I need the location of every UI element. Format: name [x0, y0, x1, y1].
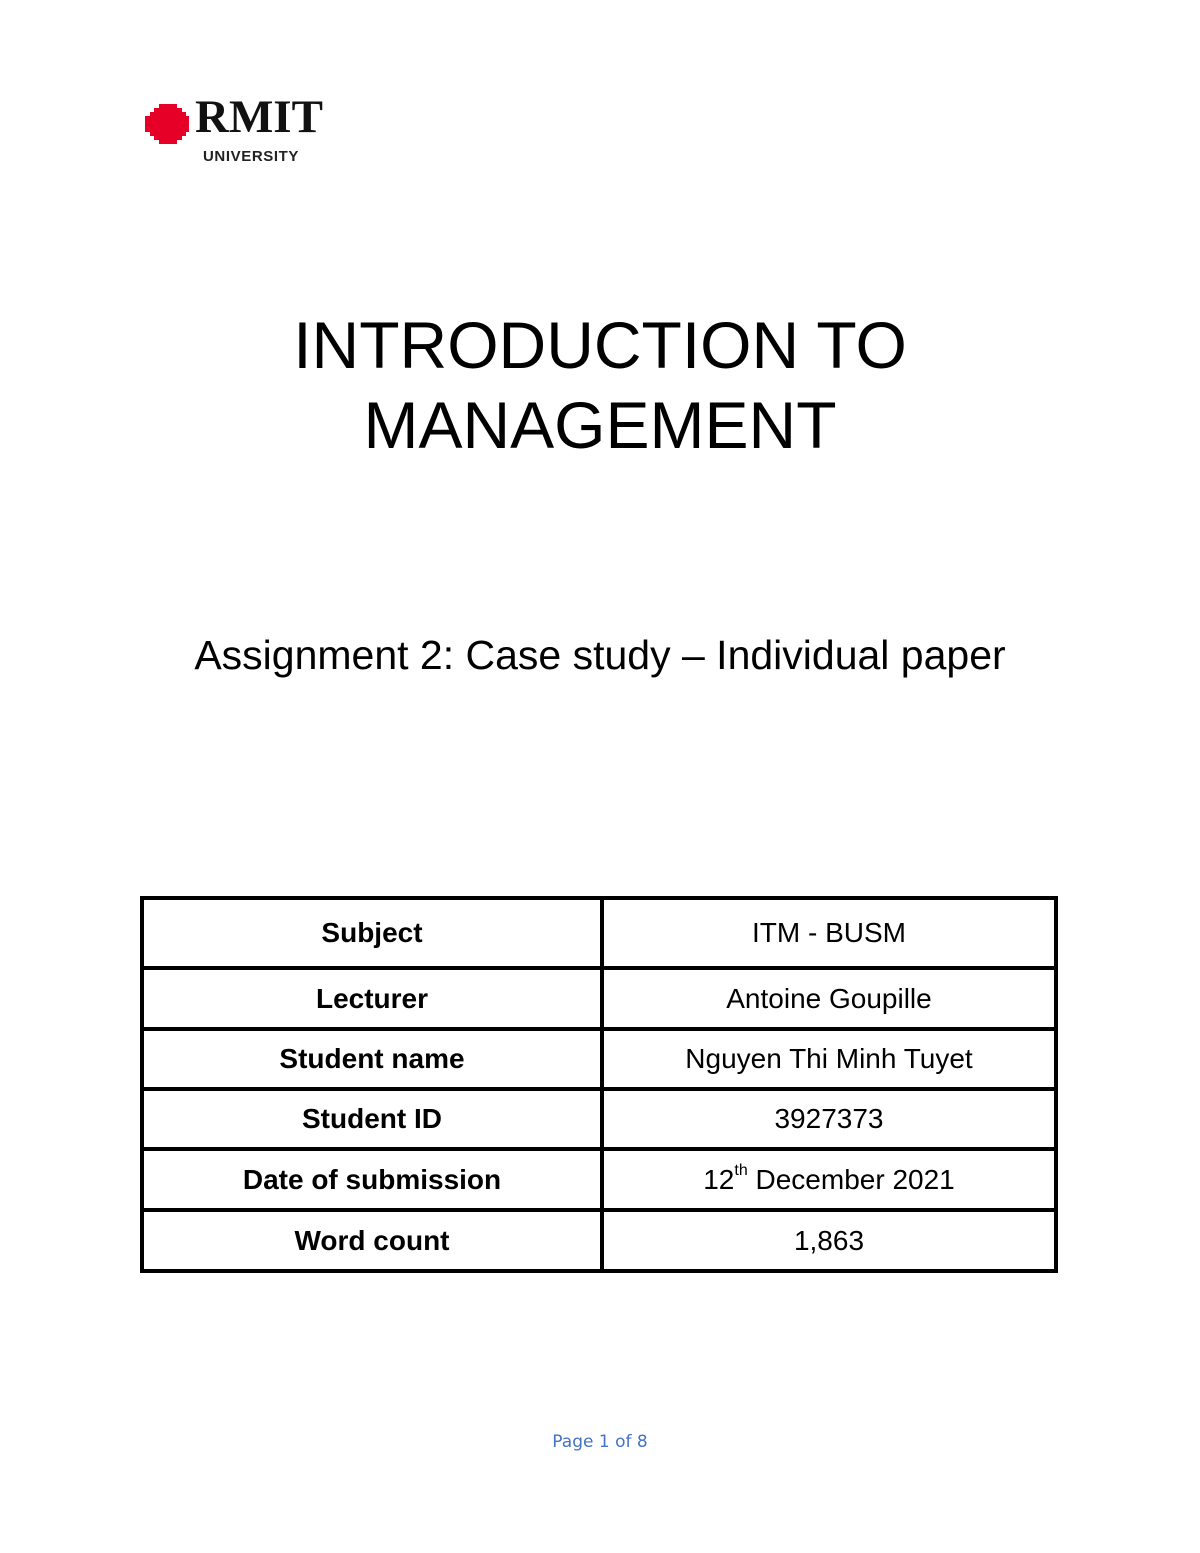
logo-subtext: UNIVERSITY: [203, 148, 300, 165]
title-line-2: MANAGEMENT: [363, 388, 837, 462]
rmit-logo: [145, 91, 335, 170]
table-row: [142, 1029, 1056, 1089]
table-row: [142, 1210, 1056, 1271]
row-value-student-id: 3927373: [602, 1089, 1056, 1149]
row-label-lecturer: Lecturer: [142, 968, 602, 1029]
document-title: [0, 305, 1200, 465]
date-month-year: December 2021: [747, 1163, 955, 1195]
date-day: 12: [703, 1163, 735, 1195]
row-value-subject: ITM - BUSM: [602, 898, 1056, 968]
submission-info-table: [140, 896, 1058, 1273]
rmit-pixel-mark-icon: [145, 104, 189, 144]
title-line-1: INTRODUCTION TO: [293, 308, 907, 382]
row-value-student-name: Nguyen Thi Minh Tuyet: [602, 1029, 1056, 1089]
row-label-student-id: Student ID: [142, 1089, 602, 1149]
table-row: [142, 1149, 1056, 1210]
row-label-date-of-submission: Date of submission: [142, 1149, 602, 1210]
row-value-lecturer: Antoine Goupille: [602, 968, 1056, 1029]
document-subtitle: Assignment 2: Case study – Individual paper: [194, 632, 1006, 678]
row-value-word-count: 1,863: [602, 1210, 1056, 1271]
logo-wordmark: RMIT: [195, 91, 323, 143]
table-row: [142, 968, 1056, 1029]
table-row: [142, 1089, 1056, 1149]
row-label-word-count: Word count: [142, 1210, 602, 1271]
row-value-date-of-submission: [602, 1149, 1056, 1210]
table-row: [142, 898, 1056, 968]
page-number-footer: Page 1 of 8: [552, 1432, 648, 1452]
date-ordinal-suffix: th: [734, 1161, 748, 1179]
row-label-subject: Subject: [142, 898, 602, 968]
row-label-student-name: Student name: [142, 1029, 602, 1089]
